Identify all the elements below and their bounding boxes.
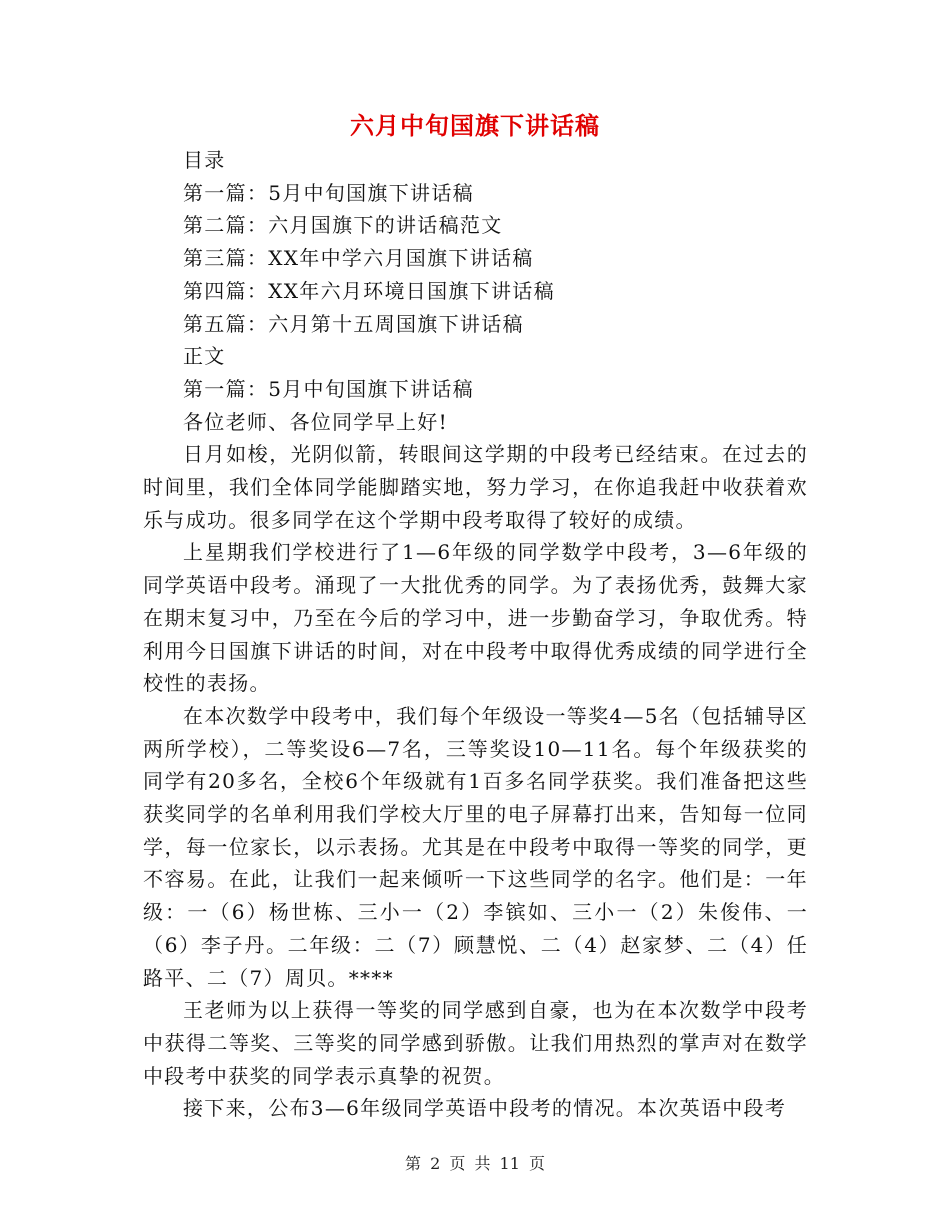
- toc-heading: 目录: [183, 148, 226, 172]
- toc-item-4: 第四篇：XX年六月环境日国旗下讲话稿: [183, 278, 555, 303]
- document-title: 六月中旬国旗下讲话稿: [350, 111, 600, 140]
- body-paragraph: 王老师为以上获得一等奖的同学感到自豪，也为在本次数学中段考中获得二等奖、三等奖的同学感到骄傲。让我们用热烈的掌声对在数学中段考中获奖的同学表示真挚的祝贺。: [143, 998, 808, 1088]
- toc-item-1: 第一篇：5月中旬国旗下讲话稿: [183, 180, 474, 205]
- document-body: [143, 144, 808, 1125]
- section-heading: 第一篇：5月中旬国旗下讲话稿: [183, 376, 474, 401]
- greeting: 各位老师、各位同学早上好!: [183, 409, 448, 434]
- toc-item-5: 第五篇：六月第十五周国旗下讲话稿: [183, 311, 524, 336]
- page-number-footer: 第 2 页 共 11 页: [405, 1154, 545, 1173]
- toc-item-2: 第二篇：六月国旗下的讲话稿范文: [183, 213, 503, 238]
- toc-item-3: 第三篇：XX年中学六月国旗下讲话稿: [183, 246, 534, 271]
- body-paragraph: 在本次数学中段考中，我们每个年级设一等奖4—5名（包括辅导区两所学校），二等奖设6—7名，三等奖设10—11名。每个年级获奖的同学有20多名，全校6个年级就有1百多名同学获奖。我们准备把这些获奖同学的名单利用我们学校大厅里的电子屏幕打出来，告知每一位同学，每一位家长，以示表扬。尤其是在中段考中取得一等奖的同学，更不容易。在此，让我们一起来倾听一下这些同学的名字。他们是：一年级：一（6）杨世栋、三小一（2）李镔如、三小一（2）朱俊伟、一（6）李子丹。二年级：二（7）顾慧悦、二（4）赵家梦、二（4）任路平、二（7）周贝。****: [143, 703, 808, 990]
- body-heading: 正文: [183, 344, 226, 369]
- body-paragraph: 日月如梭，光阴似箭，转眼间这学期的中段考已经结束。在过去的时间里，我们全体同学能脚踏实地，努力学习，在你追我赶中收获着欢乐与成功。很多同学在这个学期中段考取得了较好的成绩。: [143, 442, 808, 532]
- body-paragraph: 上星期我们学校进行了1—6年级的同学数学中段考，3—6年级的同学英语中段考。涌现了一大批优秀的同学。为了表扬优秀，鼓舞大家在期末复习中，乃至在今后的学习中，进一步勤奋学习，争取优秀。特利用今日国旗下讲话的时间，对在中段考中取得优秀成绩的同学进行全校性的表扬。: [143, 540, 808, 696]
- body-paragraph: 接下来，公布3—6年级同学英语中段考的情况。本次英语中段考: [183, 1096, 787, 1121]
